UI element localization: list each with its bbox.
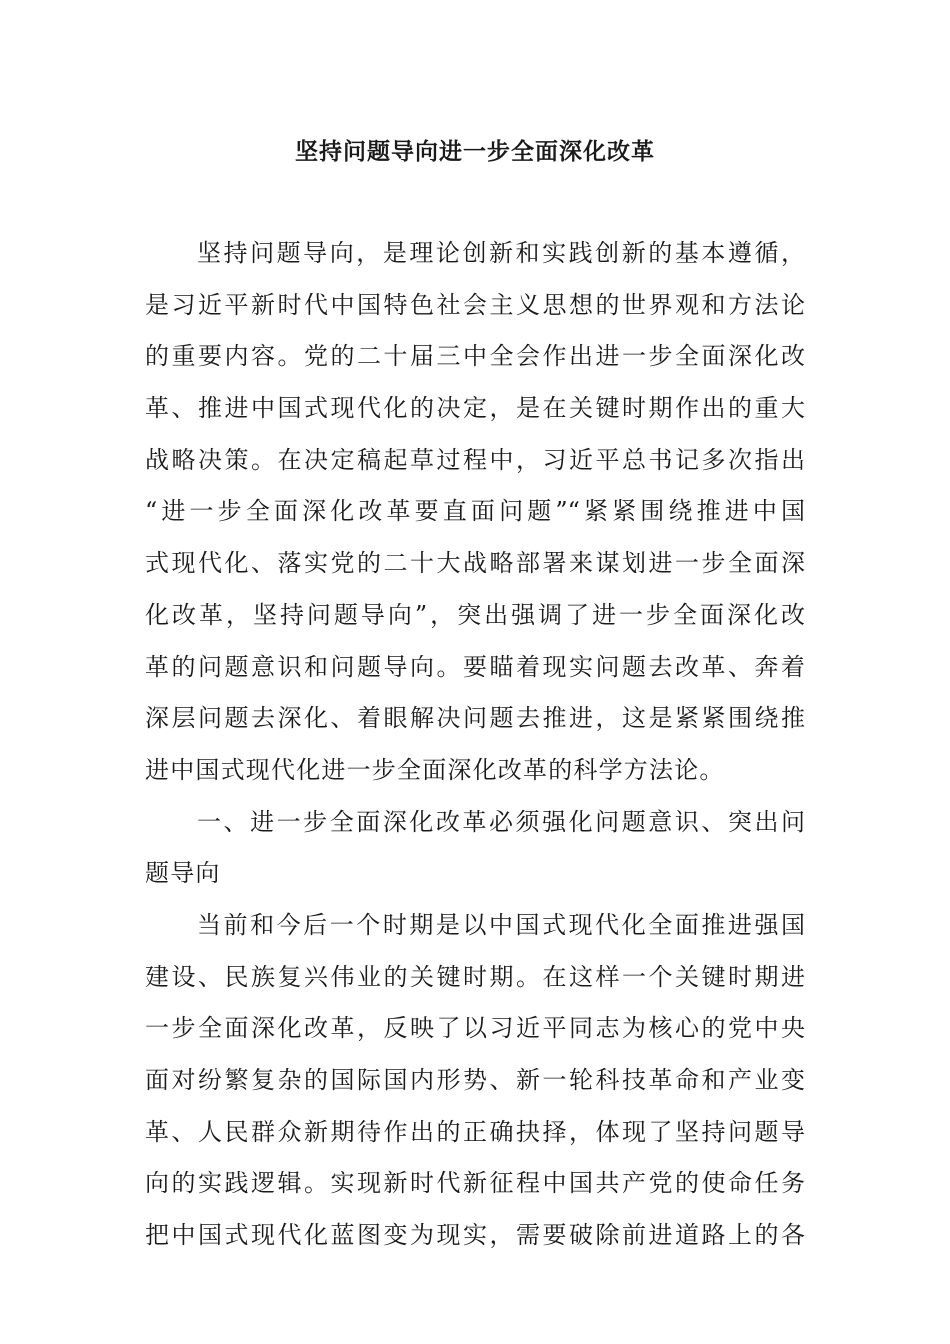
paragraph-line: 革、人民群众新期待作出的正确抉择，体现了坚持问题导 [145, 1117, 805, 1146]
paragraph-line: 建设、民族复兴伟业的关键时期。在这样一个关键时期进 [145, 962, 805, 991]
paragraph-line: 向的实践逻辑。实现新时代新征程中国共产党的使命任务 [145, 1169, 805, 1198]
paragraph-line: 一步全面深化改革，反映了以习近平同志为核心的党中央 [145, 1014, 805, 1043]
paragraph-line: 深层问题去深化、着眼解决问题去推进，这是紧紧围绕推 [145, 704, 805, 733]
paragraph-line: 革、推进中国式现代化的决定，是在关键时期作出的重大 [145, 394, 805, 423]
paragraph-line: 坚持问题导向，是理论创新和实践创新的基本遵循， [197, 239, 805, 267]
paragraph-line: 的重要内容。党的二十届三中全会作出进一步全面深化改 [145, 342, 805, 371]
section-heading-line: 题导向 [145, 859, 221, 888]
section-heading-line: 一、进一步全面深化改革必须强化问题意识、突出问 [197, 807, 805, 836]
paragraph-line: 是习近平新时代中国特色社会主义思想的世界观和方法论 [145, 290, 805, 319]
paragraph-line: 当前和今后一个时期是以中国式现代化全面推进强国 [197, 910, 805, 939]
paragraph-line: 式现代化、落实党的二十大战略部署来谋划进一步全面深 [145, 549, 805, 578]
paragraph-line: 战略决策。在决定稿起草过程中，习近平总书记多次指出 [145, 445, 805, 474]
document-title: 坚持问题导向进一步全面深化改革 [295, 139, 655, 165]
document-body [145, 233, 805, 1267]
paragraph-line: “进一步全面深化改革要直面问题”“紧紧围绕推进中国 [145, 497, 805, 526]
paragraph-line: 革的问题意识和问题导向。要瞄着现实问题去改革、奔着 [145, 652, 805, 681]
paragraph-line: 进中国式现代化进一步全面深化改革的科学方法论。 [145, 755, 725, 784]
paragraph-line: 面对纷繁复杂的国际国内形势、新一轮科技革命和产业变 [145, 1066, 805, 1094]
paragraph-line: 把中国式现代化蓝图变为现实，需要破除前进道路上的各 [145, 1221, 805, 1250]
paragraph-line: 化改革，坚持问题导向”，突出强调了进一步全面深化改 [145, 600, 805, 629]
